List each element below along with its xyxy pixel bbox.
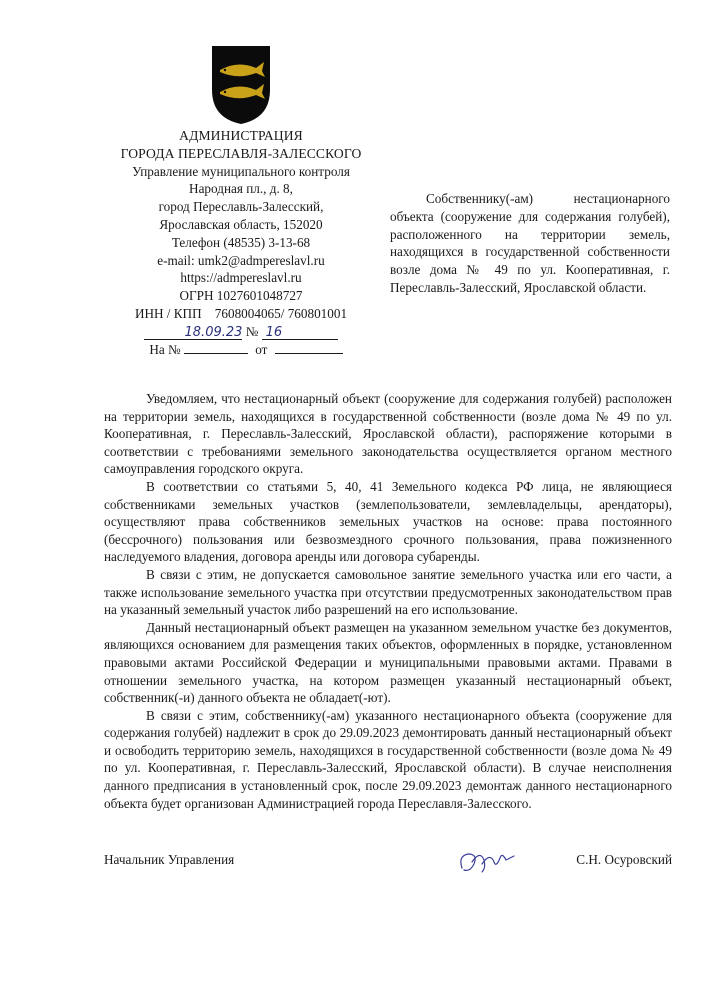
recipient-block: Собственнику(-ам) нестационарного объекта (сооружение для содержания голубей), расположенного на территории земель, находящихся в государственной собственности возле дома № 49 по ул. Кооперативная, г. Переславль-Залесский, Ярославской области. bbox=[390, 191, 670, 295]
address-line3: Ярославская область, 152020 bbox=[159, 216, 323, 232]
handwritten-signature bbox=[456, 846, 518, 878]
signer-name: С.Н. Осуровский bbox=[576, 852, 672, 867]
reference-line bbox=[100, 341, 382, 359]
website-url: https://admpereslavl.ru bbox=[180, 270, 302, 286]
reference-from-label: от bbox=[255, 341, 268, 357]
registration-number-label: № bbox=[245, 323, 259, 339]
inn-kpp-number: ИНН / КПП 7608004065/ 760801001 bbox=[134, 305, 348, 321]
phone-number: Телефон (48535) 3-13-68 bbox=[171, 234, 311, 250]
ogrn-number: ОГРН 1027601048727 bbox=[179, 288, 303, 304]
body-paragraph: В соответствии со статьями 5, 40, 41 Земельного кодекса РФ лица, не являющиеся собственниками земельных участков (землепользователи, землевладельцы, арендаторы), осуществляют права собственников земельных участков на основе: права постоянного (бессрочного) пользования или безвозмездного срочного пользования, права пожизненного наследуемого владения, договора аренды или договора субаренды. bbox=[104, 478, 672, 565]
body-paragraph: В связи с этим, не допускается самовольное занятие земельного участка или его части, а также использование земельного участка при отсутствии предусмотренных законодательством прав на указанный земельный участок либо разрешений на его использование. bbox=[104, 566, 672, 618]
body-paragraph: В связи с этим, собственнику(-ам) указанного нестационарного объекта (сооружение для содержания голубей) надлежит в срок до 29.09.2023 демонтировать данный нестационарный объект и освободить территорию земель, находящихся в государственной собственности (возле дома № 49 по ул. Кооперативная, г. Переславль-Залесский, Ярославской области). В случае неисполнения данного предписания в установленный срок, после 29.09.2023 демонтаж данного нестационарного объекта будет организован Администрацией города Переславля-Залесского. bbox=[104, 707, 672, 811]
body-paragraph: Уведомляем, что нестационарный объект (сооружение для содержания голубей) расположен на территории земель, находящихся в государственной собственности (возле дома № 49 по ул. Кооперативная, г. Переславль-Залесский, Ярославской области), распоряжение которыми в соответствии с требованиями земельного законодательства осуществляется органом местного самоуправления городского округа. bbox=[104, 391, 672, 477]
org-name-line2: ГОРОДА ПЕРЕСЛАВЛЯ-ЗАЛЕССКОГО bbox=[120, 145, 362, 161]
sender-block bbox=[100, 127, 382, 358]
signer-role: Начальник Управления bbox=[104, 852, 235, 867]
department-name: Управление муниципального контроля bbox=[132, 163, 350, 179]
reference-number-label: На № bbox=[149, 341, 181, 357]
letter-body bbox=[104, 390, 672, 812]
registration-number: 16 bbox=[265, 324, 283, 340]
address-line1: Народная пл., д. 8, bbox=[189, 181, 293, 197]
body-paragraph: Данный нестационарный объект размещен на указанном земельном участке без документов, являющихся основанием для размещения таких объектов, оформленных в порядке, установленном правовыми актами Российской Федерации и муниципальными правовыми актами. Правами в отношении земельного участка, на котором размещен указанный нестационарный объект, собственник(-и) данного объекта не обладает(-ют). bbox=[104, 619, 672, 706]
registration-date: 18.09.23 bbox=[184, 324, 243, 340]
registration-line bbox=[100, 323, 382, 341]
email-address: e-mail: umk2@admpereslavl.ru bbox=[157, 252, 325, 268]
org-name-line1: АДМИНИСТРАЦИЯ bbox=[179, 128, 303, 143]
address-line2: город Переславль-Залесский, bbox=[158, 199, 324, 215]
coat-of-arms-emblem bbox=[208, 40, 274, 126]
